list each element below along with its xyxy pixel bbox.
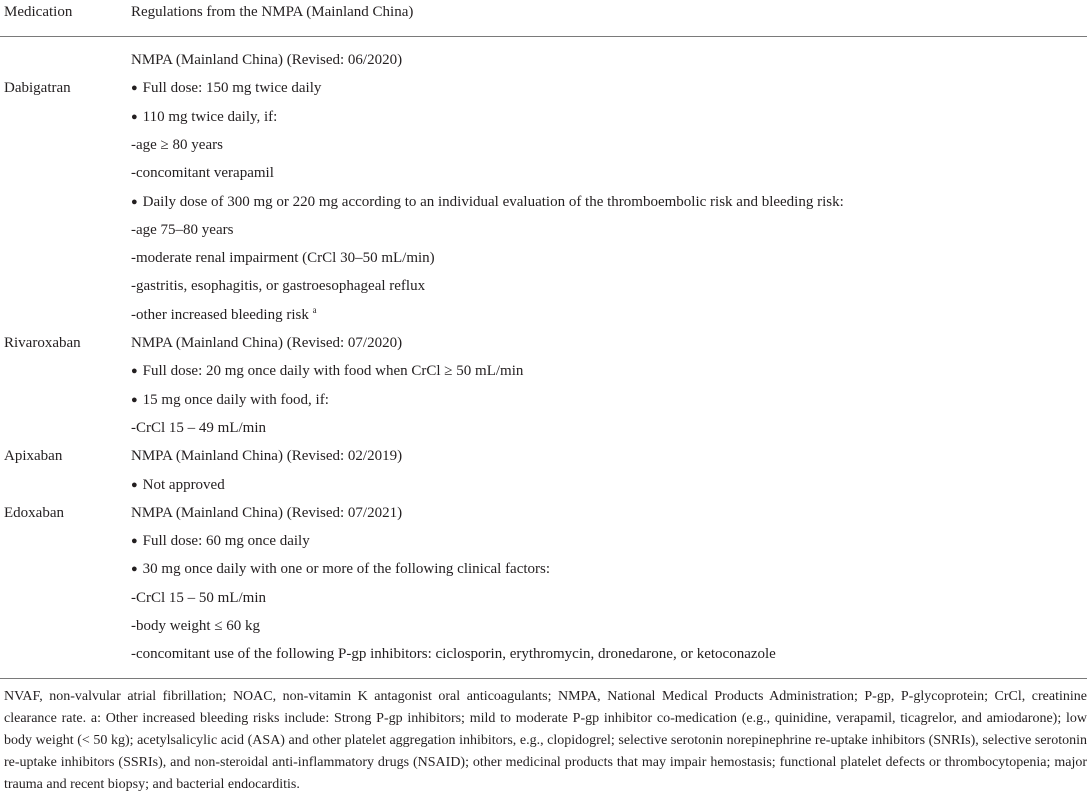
table-row bbox=[0, 476, 1087, 504]
table-row bbox=[0, 79, 1087, 107]
table-row bbox=[0, 249, 1087, 277]
regulation-text-content: -CrCl 15 – 49 mL/min bbox=[131, 419, 266, 436]
table-row bbox=[0, 504, 1087, 532]
regulation-text bbox=[131, 136, 223, 154]
table-row bbox=[0, 447, 1087, 475]
regulation-text-content: NMPA (Mainland China) (Revised: 07/2021) bbox=[131, 504, 403, 521]
table-row bbox=[0, 51, 1087, 79]
regulation-text-content: Full dose: 60 mg once daily bbox=[142, 533, 310, 550]
table-row bbox=[0, 334, 1087, 362]
bullet-item bbox=[131, 476, 225, 495]
regulation-text-content: 110 mg twice daily, if: bbox=[142, 108, 278, 125]
regulation-text-content: Full dose: 150 mg twice daily bbox=[142, 80, 322, 97]
bullet-item bbox=[131, 108, 277, 127]
regulation-text-content: -concomitant use of the following P-gp inhibitors: ciclosporin, erythromycin, dronedarone, or ketoconazole bbox=[131, 646, 776, 663]
regulation-text-content: Not approved bbox=[142, 476, 225, 493]
table-row bbox=[0, 193, 1087, 221]
table-row bbox=[0, 277, 1087, 305]
regulation-text-content: NMPA (Mainland China) (Revised: 06/2020) bbox=[131, 52, 403, 68]
table-row bbox=[0, 221, 1087, 249]
regulation-text-content: NMPA (Mainland China) (Revised: 02/2019) bbox=[131, 448, 403, 465]
regulation-text-content: -gastritis, esophagitis, or gastroesophageal reflux bbox=[131, 278, 426, 295]
regulation-text bbox=[131, 221, 233, 239]
table-row bbox=[0, 164, 1087, 192]
header-divider bbox=[0, 36, 1087, 37]
regulation-text-content: -body weight ≤ 60 kg bbox=[131, 618, 261, 634]
medication-cell: Dabigatran bbox=[4, 80, 71, 97]
regulation-text bbox=[131, 504, 402, 522]
bullet-item bbox=[131, 79, 321, 98]
regulation-text bbox=[131, 419, 266, 437]
regulation-text-content: NMPA (Mainland China) (Revised: 07/2020) bbox=[131, 335, 403, 351]
medication-cell: Apixaban bbox=[4, 448, 63, 465]
bullet-item bbox=[131, 362, 523, 381]
table-bottom-divider bbox=[0, 678, 1087, 679]
regulation-text bbox=[131, 306, 317, 324]
table-row bbox=[0, 532, 1087, 560]
medication-cell: Edoxaban bbox=[4, 504, 64, 521]
table-row bbox=[0, 391, 1087, 419]
bullet-item bbox=[131, 532, 310, 551]
regulation-text bbox=[131, 617, 260, 635]
header-medication: Medication bbox=[4, 4, 73, 20]
regulation-text bbox=[131, 447, 402, 465]
regulation-text bbox=[131, 334, 402, 352]
footnote-marker: a bbox=[312, 304, 317, 315]
regulation-text-content: -age 75–80 years bbox=[131, 221, 234, 238]
table-footnote: NVAF, non-valvular atrial fibrillation; NOAC, non-vitamin K antagonist oral anticoagulants; NMPA, National Medical Products Administration; P-gp, P-glycoprotein; CrCl, creatinine clearance rate. a: Other increased bleeding risks include: Strong P-gp inhibitors; mild to moderate P-gp inhibitor co-medication (e.g., quinidine, verapamil, ticagrelor, and amiodarone); low body weight (< 50 kg); acetylsalicylic acid (ASA) and other platelet aggregation inhibitors, e.g., clopidogrel; selective serotonin norepinephrine re-uptake inhibitors (SNRIs), selective serotonin re-uptake inhibitors (SSRIs), and non-steroidal anti-inflammatory drugs (NSAID); other medicinal products that may impair hemostasis; functional platelet defects or thrombocytopenia; major trauma and recent biopsy; and bacterial endocarditis. bbox=[4, 689, 1087, 792]
bullet-item bbox=[131, 560, 550, 579]
regulation-text-content: -moderate renal impairment (CrCl 30–50 mL/min) bbox=[131, 250, 435, 267]
regulation-text-content: 30 mg once daily with one or more of the following clinical factors: bbox=[142, 561, 551, 578]
regulation-text-content: -concomitant verapamil bbox=[131, 165, 274, 182]
bullet-item bbox=[131, 193, 844, 212]
regulation-text-content: -CrCl 15 – 50 mL/min bbox=[131, 589, 266, 606]
regulation-text bbox=[131, 589, 266, 607]
table-row bbox=[0, 362, 1087, 390]
regulation-text bbox=[131, 164, 274, 182]
regulation-text-content: 15 mg once daily with food, if: bbox=[142, 391, 329, 408]
table-row bbox=[0, 136, 1087, 164]
regulation-text bbox=[131, 249, 435, 267]
medication-cell: Rivaroxaban bbox=[4, 335, 81, 351]
table-row bbox=[0, 306, 1087, 334]
table-row bbox=[0, 617, 1087, 645]
table-row bbox=[0, 419, 1087, 447]
table-row bbox=[0, 589, 1087, 617]
regulation-text bbox=[131, 51, 402, 69]
bullet-item bbox=[131, 391, 329, 410]
regulation-text bbox=[131, 645, 776, 663]
table-row bbox=[0, 108, 1087, 136]
regulation-text-content: Daily dose of 300 mg or 220 mg according to an individual evaluation of the thromboembolic risk and bleeding risk: bbox=[142, 193, 844, 210]
regulation-text-content: -other increased bleeding risk bbox=[131, 306, 309, 323]
table-row bbox=[0, 560, 1087, 588]
regulation-text-content: -age ≥ 80 years bbox=[131, 136, 223, 153]
regulation-text-content: Full dose: 20 mg once daily with food when CrCl ≥ 50 mL/min bbox=[142, 363, 524, 380]
regulation-text bbox=[131, 277, 425, 295]
header-regulations: Regulations from the NMPA (Mainland China) bbox=[131, 4, 414, 20]
table-row bbox=[0, 645, 1087, 673]
